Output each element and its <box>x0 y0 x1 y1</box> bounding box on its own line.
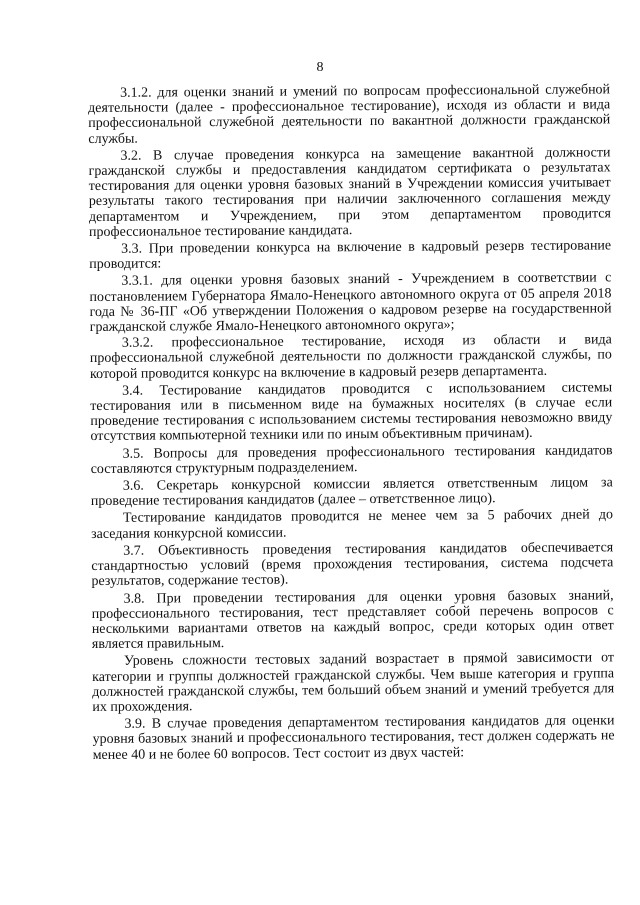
paragraph-3-9: 3.9. В случае проведения департаментом тестирования кандидатов для оценки уровня базовых знаний и профессионального тестирования, тест должен содержать не менее 40 и не более 60 вопросов. Тест состоит из двух частей: <box>92 713 615 763</box>
paragraph-3-3-1: 3.3.1. для оценки уровня базовых знаний - Учреждением в соответствии с постановлением Губернатора Ямало-Ненецкого автономного округа от 05 апреля 2018 года № 36-ПГ «Об утверждении Положения о кадровом резерве на государственной гражданской службе Ямало-Ненецкого автономного округа»; <box>89 270 612 336</box>
paragraph-3-3-2: 3.3.2. профессиональное тестирование, исходя из области и вида профессиональной служебной деятельности по должности гражданской службы, по которой проводится конкурс на включение в кадровый резерв департамента. <box>89 332 612 382</box>
document-body <box>88 82 615 764</box>
paragraph-3-3: 3.3. При проведении конкурса на включение в кадровый резерв тестирование проводится: <box>89 238 612 273</box>
paragraph-3-8: 3.8. При проведении тестирования для оценки уровня базовых знаний, профессионального тестирования, тест представляет собой перечень вопросов с несколькими вариантами ответов на каждый вопрос, среди которых один ответ является правильным. <box>91 587 614 653</box>
paragraph-3-2: 3.2. В случае проведения конкурса на замещение вакантной должности гражданской службы и предоставления кандидатом сертификата о результатах тестирования для оценки уровня базовых знаний в Учреждении комиссия учитывает результаты такого тестирования при наличии заключенного соглашения между департаментом и Учреждением, при этом департаментом проводится профессиональное тестирование кандидата. <box>88 145 611 240</box>
paragraph-3-1-2: 3.1.2. для оценки знаний и умений по вопросам профессиональной служебной деятельности (далее - профессиональное тестирование), исходя из области и вида профессиональной служебной деятельности по вакантной должности гражданской службы. <box>88 82 611 147</box>
paragraph-3-8-continued: Уровень сложности тестовых заданий возрастает в прямой зависимости от категории и группы должностей гражданской службы. Чем выше категория и группа должностей гражданской службы, тем больший объем знаний и умений требуется для их прохождения. <box>92 650 615 715</box>
paragraph-3-7: 3.7. Объективность проведения тестирования кандидатов обеспечивается стандартностью условий (время прохождения тестирования, система подсчета результатов, содержание тестов). <box>91 540 614 590</box>
page-number: 8 <box>316 60 324 75</box>
paragraph-3-6-continued: Тестирование кандидатов проводится не менее чем за 5 рабочих дней до заседания конкурсной комиссии. <box>91 507 614 542</box>
paragraph-3-5: 3.5. Вопросы для проведения профессионального тестирования кандидатов составляются структурным подразделением. <box>90 443 613 477</box>
paragraph-3-4: 3.4. Тестирование кандидатов проводится с использованием системы тестирования или в письменном виде на бумажных носителях (в случае если проведение тестирования с использованием системы тестирования невозможно ввиду отсутствия компьютерной техники или по иным объективным причинам). <box>90 380 613 445</box>
paragraph-3-6: 3.6. Секретарь конкурсной комиссии является ответственным лицом за проведение тестирования кандидатов (далее – ответственное лицо). <box>90 475 613 510</box>
